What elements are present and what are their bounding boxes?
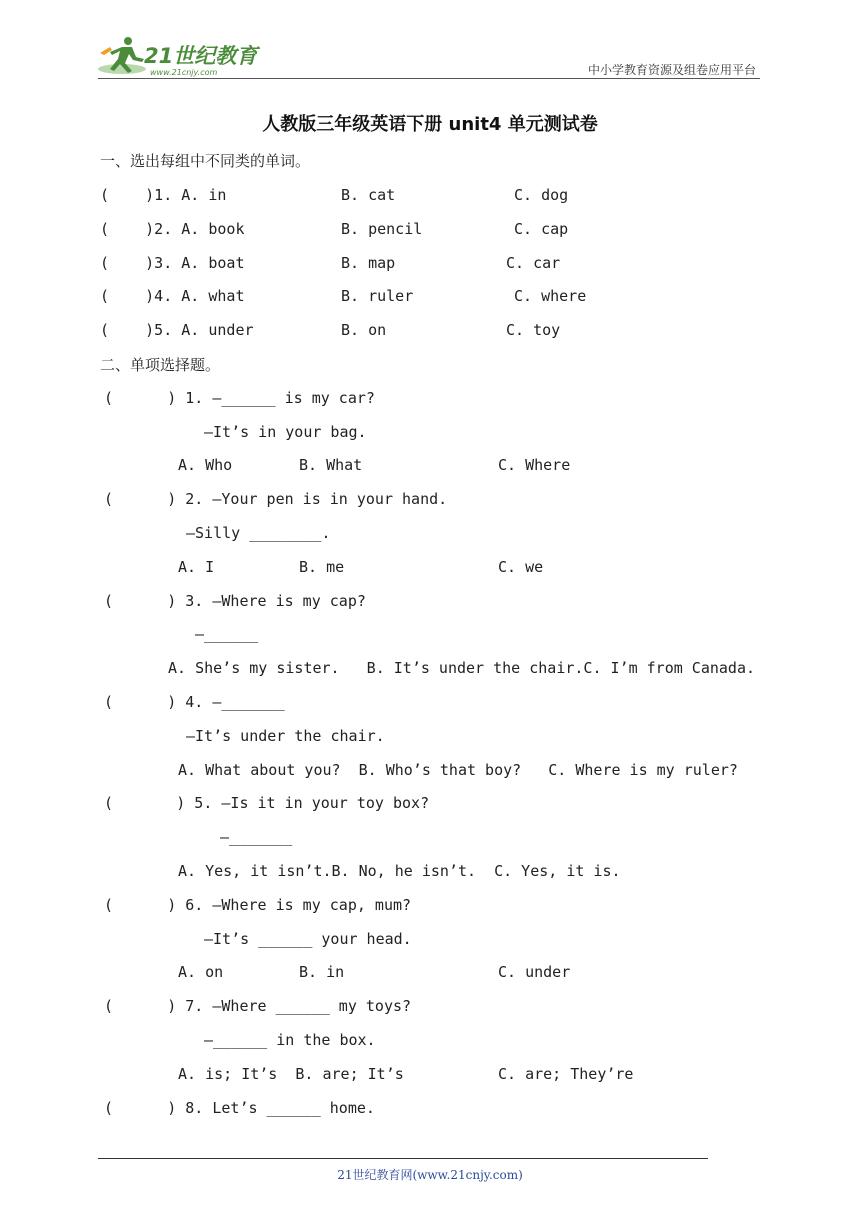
choice-b: B. cat [341, 186, 396, 204]
options-row: A. She’s my sister. B. It’s under the chair.C. I’m from Canada. [168, 659, 755, 677]
option-a: A. I [178, 558, 215, 576]
question-stem: ( ) 1. —______ is my car? [104, 389, 375, 407]
option-c: C. are; They’re [498, 1065, 634, 1083]
question-choice-a: ( )1. A. in [100, 186, 227, 204]
options-row: A. is; It’s B. are; It’s [178, 1065, 404, 1083]
answer-line: —_______ [220, 828, 293, 846]
svg-text:www.21cnjy.com: www.21cnjy.com [150, 68, 218, 77]
logo [92, 33, 262, 79]
question-stem: ( ) 7. —Where ______ my toys? [104, 997, 412, 1015]
answer-line: —______ in the box. [204, 1031, 376, 1049]
choice-b: B. map [341, 254, 396, 272]
answer-line: —It’s ______ your head. [204, 930, 412, 948]
options-row: A. Yes, it isn’t.B. No, he isn’t. C. Yes, it is. [178, 862, 621, 880]
option-c: C. Where [498, 456, 571, 474]
footer-text: 21世纪教育网(www.21cnjy.com) [337, 1168, 523, 1182]
question-choice-a: ( )4. A. what [100, 287, 245, 305]
question-choice-a: ( )5. A. under [100, 321, 254, 339]
option-c: C. under [498, 963, 571, 981]
question-stem: ( ) 2. —Your pen is in your hand. [104, 490, 448, 508]
svg-text:21世纪教育: 21世纪教育 [144, 44, 258, 68]
footer-divider [98, 1158, 708, 1159]
question-choice-a: ( )2. A. book [100, 220, 245, 238]
option-b: B. in [299, 963, 345, 981]
question-stem: ( ) 3. —Where is my cap? [104, 592, 366, 610]
question-stem: ( ) 8. Let’s ______ home. [104, 1099, 375, 1117]
choice-b: B. on [341, 321, 387, 339]
choice-b: B. ruler [341, 287, 414, 305]
choice-c: C. dog [514, 186, 569, 204]
choice-c: C. toy [506, 321, 561, 339]
question-choice-a: ( )3. A. boat [100, 254, 245, 272]
answer-line: —______ [195, 625, 259, 643]
choice-b: B. pencil [341, 220, 423, 238]
options-row: A. What about you? B. Who’s that boy? C. Where is my ruler? [178, 761, 738, 779]
header-divider [98, 78, 760, 79]
option-b: B. What [299, 456, 363, 474]
question-stem: ( ) 4. —_______ [104, 693, 285, 711]
option-a: A. on [178, 963, 224, 981]
option-a: A. Who [178, 456, 233, 474]
question-stem: ( ) 5. —Is it in your toy box? [104, 794, 430, 812]
choice-c: C. where [514, 287, 587, 305]
exam-title: 人教版三年级英语下册 unit4 单元测试卷 [262, 114, 598, 135]
part2-heading: 二、单项选择题。 [100, 356, 221, 374]
choice-c: C. cap [514, 220, 569, 238]
platform-name: 中小学教育资源及组卷应用平台 [587, 63, 756, 77]
answer-line: —It’s in your bag. [204, 423, 367, 441]
question-stem: ( ) 6. —Where is my cap, mum? [104, 896, 412, 914]
part1-heading: 一、选出每组中不同类的单词。 [100, 152, 311, 170]
answer-line: —It’s under the chair. [186, 727, 385, 745]
choice-c: C. car [506, 254, 561, 272]
logo-runner-icon [92, 33, 262, 79]
option-c: C. we [498, 558, 544, 576]
option-b: B. me [299, 558, 345, 576]
answer-line: —Silly ________. [186, 524, 331, 542]
